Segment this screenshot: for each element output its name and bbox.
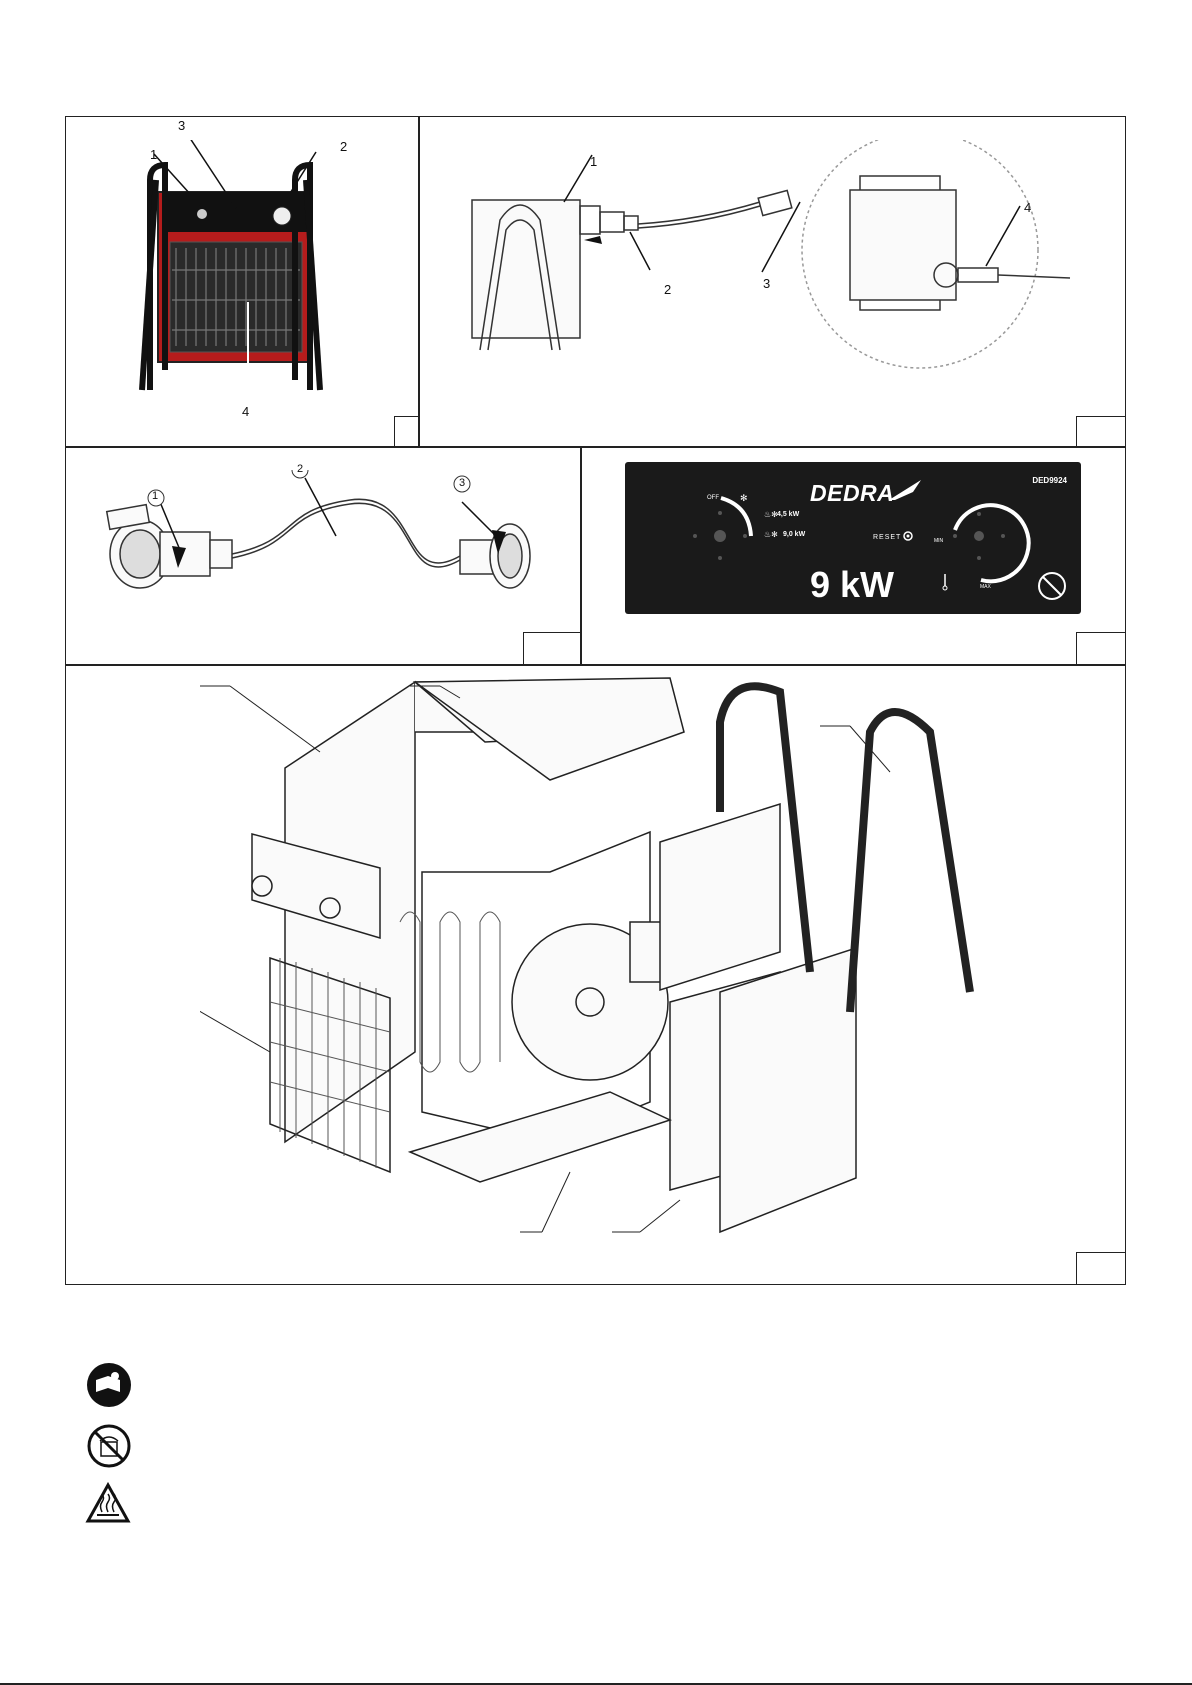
mode-knob — [714, 530, 726, 542]
panel-dials — [625, 462, 1081, 614]
figure-number-box — [1076, 416, 1126, 446]
max-label: MAX — [980, 584, 991, 590]
callout-3: 3 — [459, 477, 466, 489]
divider — [418, 116, 420, 446]
svg-text:♨✻: ♨✻ — [764, 510, 778, 519]
hot-surface-icon — [85, 1482, 131, 1524]
cable-illustration — [100, 470, 560, 630]
callout-1: 1 — [150, 147, 158, 162]
power-low-label: 4,5 kW — [777, 511, 800, 518]
callout-2: 2 — [664, 282, 672, 297]
connection-illustration — [460, 140, 1080, 390]
callout-2: 2 — [297, 463, 304, 475]
divider — [65, 664, 1126, 666]
reset-label: RESET — [873, 534, 902, 541]
figure-number-box — [1076, 1252, 1126, 1285]
figure-number-box — [523, 632, 580, 664]
svg-text:✻: ✻ — [740, 494, 748, 504]
model-label: DED9924 — [1032, 476, 1067, 485]
figure-number-box — [1076, 632, 1126, 664]
power-rating: 9 kW — [810, 564, 895, 605]
exploded-view-illustration — [200, 672, 1020, 1252]
svg-text:♨✻: ♨✻ — [764, 530, 778, 539]
off-label: OFF — [707, 495, 719, 501]
callout-4: 4 — [242, 404, 250, 419]
read-manual-icon — [86, 1362, 132, 1408]
divider — [65, 446, 1126, 448]
divider — [580, 446, 582, 664]
callout-4: 4 — [1024, 200, 1032, 215]
callout-1: 1 — [590, 154, 598, 169]
control-panel — [625, 462, 1081, 614]
figure-number-box — [394, 416, 418, 446]
min-label: MIN — [934, 538, 944, 544]
thermostat-knob — [974, 531, 984, 541]
callout-1: 1 — [152, 490, 159, 502]
callout-3: 3 — [178, 118, 186, 133]
heater-illustration — [130, 140, 330, 400]
power-high-label: 9,0 kW — [783, 531, 806, 538]
brand-logo: DEDRA — [810, 480, 895, 506]
do-not-cover-icon — [86, 1423, 132, 1469]
callout-2: 2 — [340, 139, 348, 154]
callout-3: 3 — [763, 276, 771, 291]
